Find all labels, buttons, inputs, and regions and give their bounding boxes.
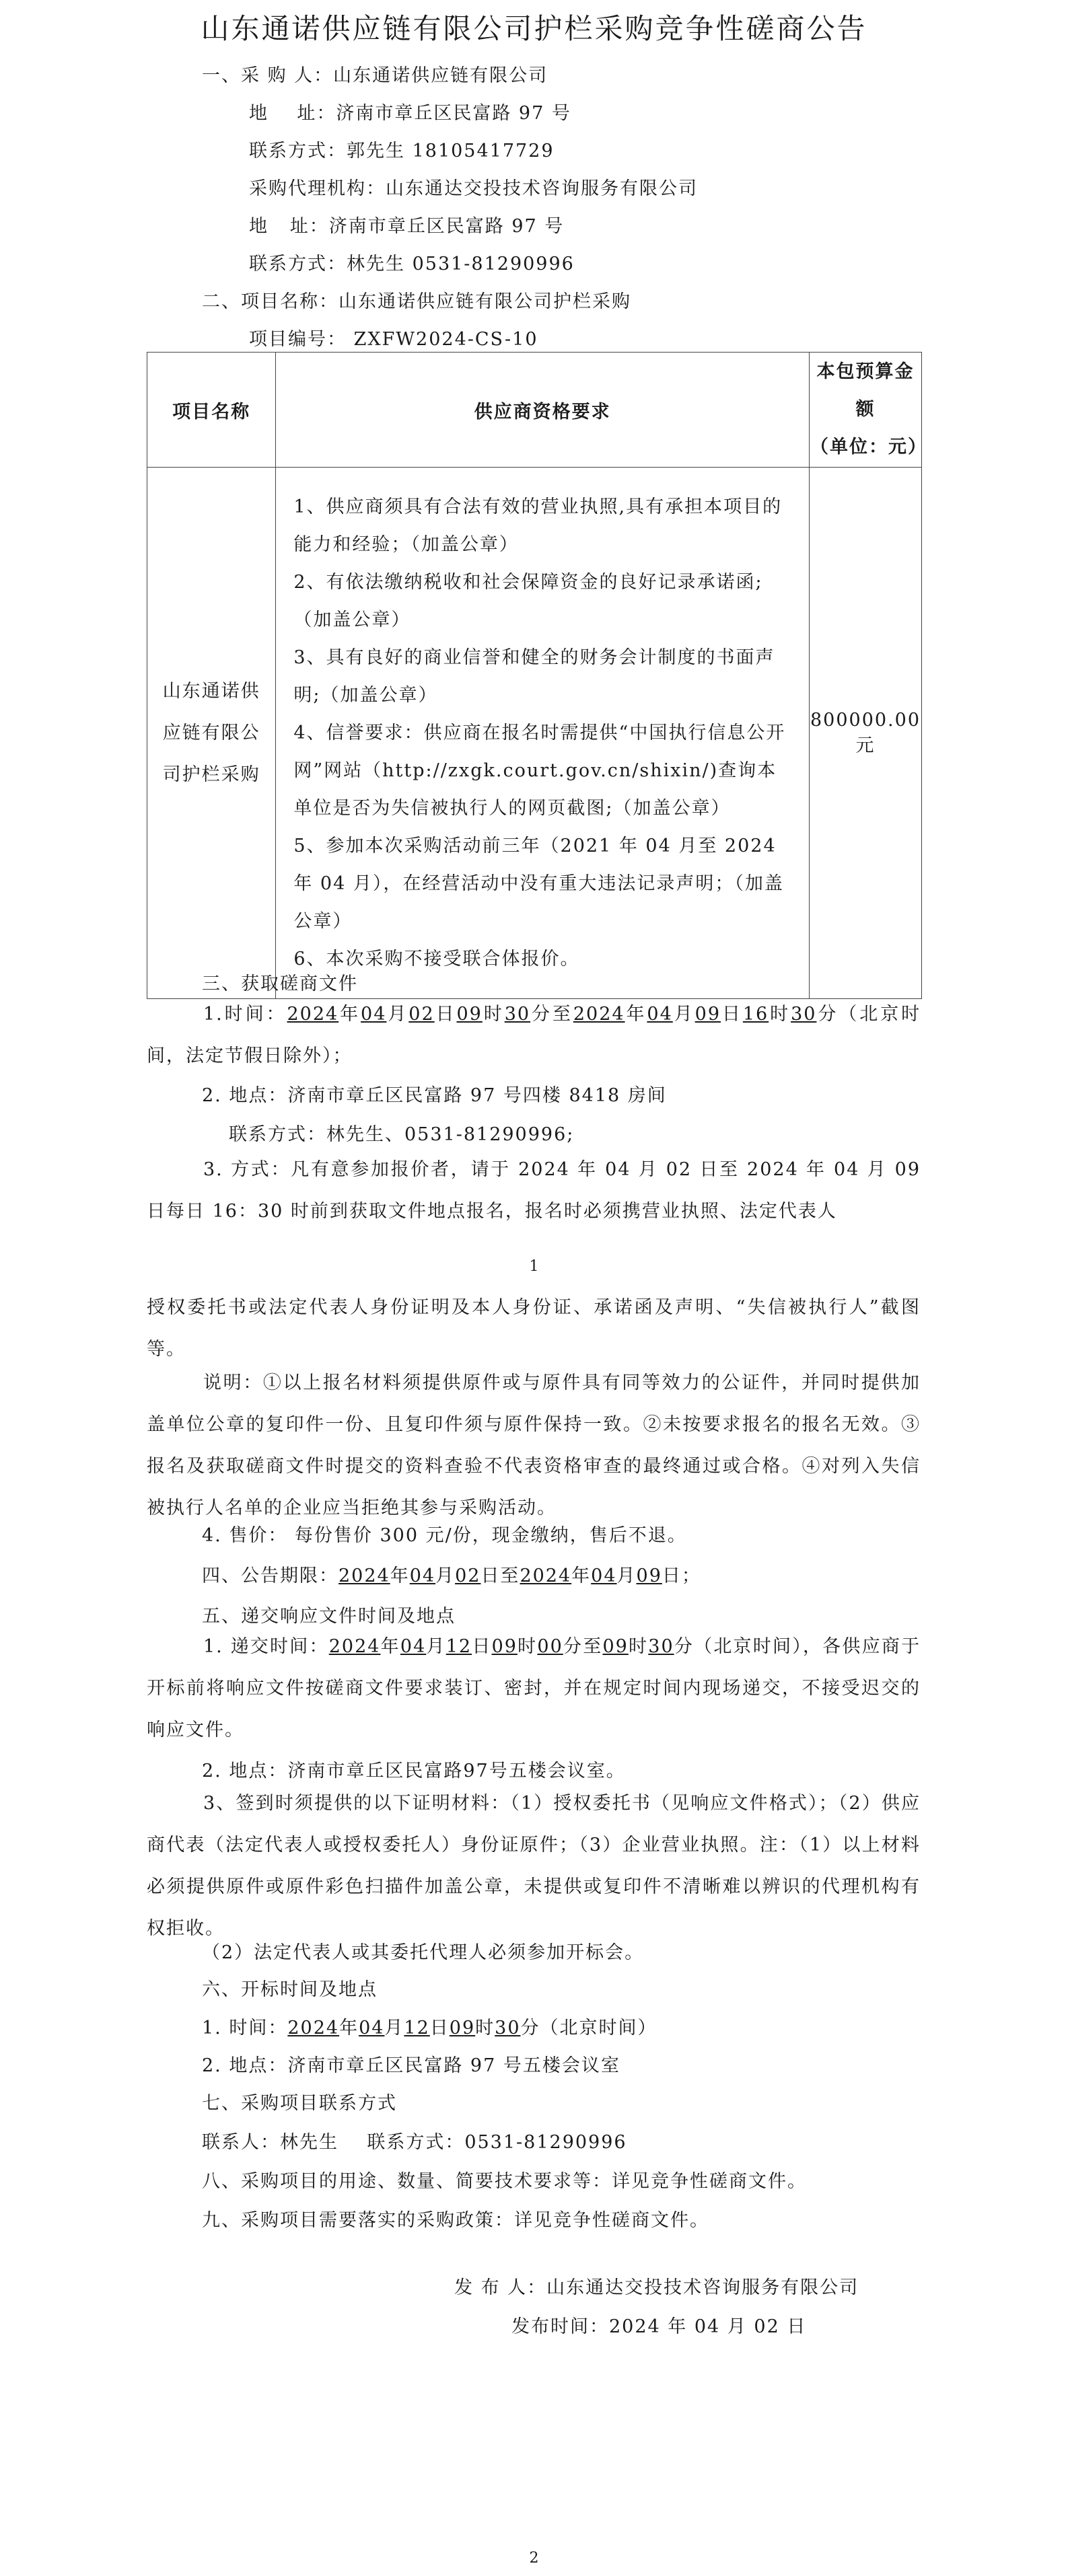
publisher: 发 布 人：山东通达交投技术咨询服务有限公司 bbox=[454, 2277, 859, 2298]
header-project-name: 项目名称 bbox=[147, 353, 276, 468]
section3-place-contact: 联系方式：林先生、0531-81290996; bbox=[229, 1124, 575, 1145]
agency-address: 地 址：济南市章丘区民富路 97 号 bbox=[249, 216, 565, 237]
section3-place: 2. 地点：济南市章丘区民富路 97 号四楼 8418 房间 bbox=[202, 1085, 667, 1106]
requirement-item: 4、信誉要求：供应商在报名时需提供“中国执行信息公开网”网站（http://zxgk.court.gov.cn/shixin/)查询本单位是否为失信被执行人的网页截图;（加盖公章） bbox=[293, 722, 786, 819]
purchaser-heading: 一、采 购 人：山东通诺供应链有限公司 bbox=[202, 65, 548, 86]
section9: 九、采购项目需要落实的采购政策：详见竞争性磋商文件。 bbox=[202, 2210, 709, 2231]
cell-project-name: 山东通诺供应链有限公司护栏采购 bbox=[147, 468, 276, 999]
note-paragraph: 说明：①以上报名材料须提供原件或与原件具有同等效力的公证件，并同时提供加盖单位公章的复印件一份、且复印件须与原件保持一致。②未按要求报名的报名无效。③报名及获取磋商文件时提交的资料查验不代表资格审查的最终通过或合格。④对列入失信被执行人名单的企业应当拒绝其参与采购活动。 bbox=[147, 1372, 921, 1518]
section3-method: 3. 方式：凡有意参加报价者，请于 2024 年 04 月 02 日至 2024 年 04 月 09 日每日 16：30 时前到获取文件地点报名，报名时必须携营业执照、法定代表人 bbox=[147, 1159, 921, 1222]
requirement-item: 3、具有良好的商业信誉和健全的财务会计制度的书面声明;（加盖公章） bbox=[293, 647, 775, 706]
purchaser-address: 地 址：济南市章丘区民富路 97 号 bbox=[249, 103, 571, 124]
requirement-item: 6、本次采购不接受联合体报价。 bbox=[293, 948, 580, 969]
section7-heading: 七、采购项目联系方式 bbox=[202, 2093, 397, 2114]
requirements-table bbox=[147, 352, 927, 999]
section5-note2: （2）法定代表人或其委托代理人必须参加开标会。 bbox=[202, 1942, 645, 1963]
section6-heading: 六、开标时间及地点 bbox=[202, 1979, 378, 2000]
page-number: 2 bbox=[529, 2550, 539, 2567]
header-budget bbox=[809, 353, 927, 468]
section3-time: 1.时间：2024年04月02日09时30分至2024年04月09日16时30分（北京时间，法定节假日除外）； bbox=[147, 1004, 921, 1066]
section5-docs: 3、签到时须提供的以下证明材料：（1）授权委托书（见响应文件格式）；（2）供应商代表（法定代表人或授权委托人）身份证原件；（3）企业营业执照。注：（1）以上材料必须提供原件或原件彩色扫描件加盖公章，未提供或复印件不清晰难以辨识的代理机构有权拒收。 bbox=[147, 1793, 921, 1939]
section6-place: 2. 地点：济南市章丘区民富路 97 号五楼会议室 bbox=[202, 2055, 620, 2076]
section5-time: 1. 递交时间：2024年04月12日09时00分至09时30分（北京时间），各供应商于开标前将响应文件按磋商文件要求装订、密封，并在规定时间内现场递交，不接受迟交的响应文件。 bbox=[147, 1636, 921, 1740]
cell-requirements bbox=[276, 468, 810, 999]
publish-time: 发布时间：2024 年 04 月 02 日 bbox=[511, 2316, 807, 2337]
section6-time: 1. 时间：2024年04月12日09时30分（北京时间） bbox=[202, 2018, 657, 2038]
header-requirements: 供应商资格要求 bbox=[276, 353, 810, 468]
agency-contact: 联系方式：林先生 0531-81290996 bbox=[249, 254, 575, 274]
section7-contact: 联系人：林先生 联系方式：0531-81290996 bbox=[202, 2132, 627, 2153]
requirement-item: 1、供应商须具有合法有效的营业执照,具有承担本项目的能力和经验；（加盖公章） bbox=[293, 496, 783, 555]
section3-heading: 三、获取磋商文件 bbox=[202, 973, 358, 994]
requirement-item: 5、参加本次采购活动前三年（2021 年 04 月至 2024 年 04 月），在经营活动中没有重大违法记录声明；（加盖公章） bbox=[293, 835, 784, 932]
requirement-item: 2、有依法缴纳税收和社会保障资金的良好记录承诺函;（加盖公章） bbox=[293, 571, 763, 630]
header-budget-line2: （单位：元） bbox=[810, 437, 927, 457]
project-code: 项目编号： ZXFW2024-CS-10 bbox=[249, 329, 538, 350]
price: 4. 售价： 每份售价 300 元/份，现金缴纳，售后不退。 bbox=[202, 1525, 687, 1546]
section5-heading: 五、递交响应文件时间及地点 bbox=[202, 1606, 456, 1627]
project-name: 二、项目名称：山东通诺供应链有限公司护栏采购 bbox=[202, 291, 631, 312]
agency-name: 采购代理机构：山东通达交投技术咨询服务有限公司 bbox=[249, 178, 698, 199]
section8: 八、采购项目的用途、数量、简要技术要求等：详见竞争性磋商文件。 bbox=[202, 2171, 807, 2192]
purchaser-contact: 联系方式：郭先生 18105417729 bbox=[249, 141, 555, 161]
section4: 四、公告期限：2024年04月02日至2024年04月09日； bbox=[202, 1566, 701, 1586]
page-number: 1 bbox=[529, 1258, 539, 1275]
cell-budget: 800000.00 元 bbox=[809, 468, 921, 999]
method-continuation: 授权委托书或法定代表人身份证明及本人身份证、承诺函及声明、“失信被执行人”截图等。 bbox=[147, 1297, 921, 1360]
section5-place: 2. 地点：济南市章丘区民富路97号五楼会议室。 bbox=[202, 1761, 626, 1781]
header-budget-line1: 本包预算金额 bbox=[816, 361, 915, 420]
page-title: 山东通诺供应链有限公司护栏采购竞争性磋商公告 bbox=[201, 12, 867, 45]
